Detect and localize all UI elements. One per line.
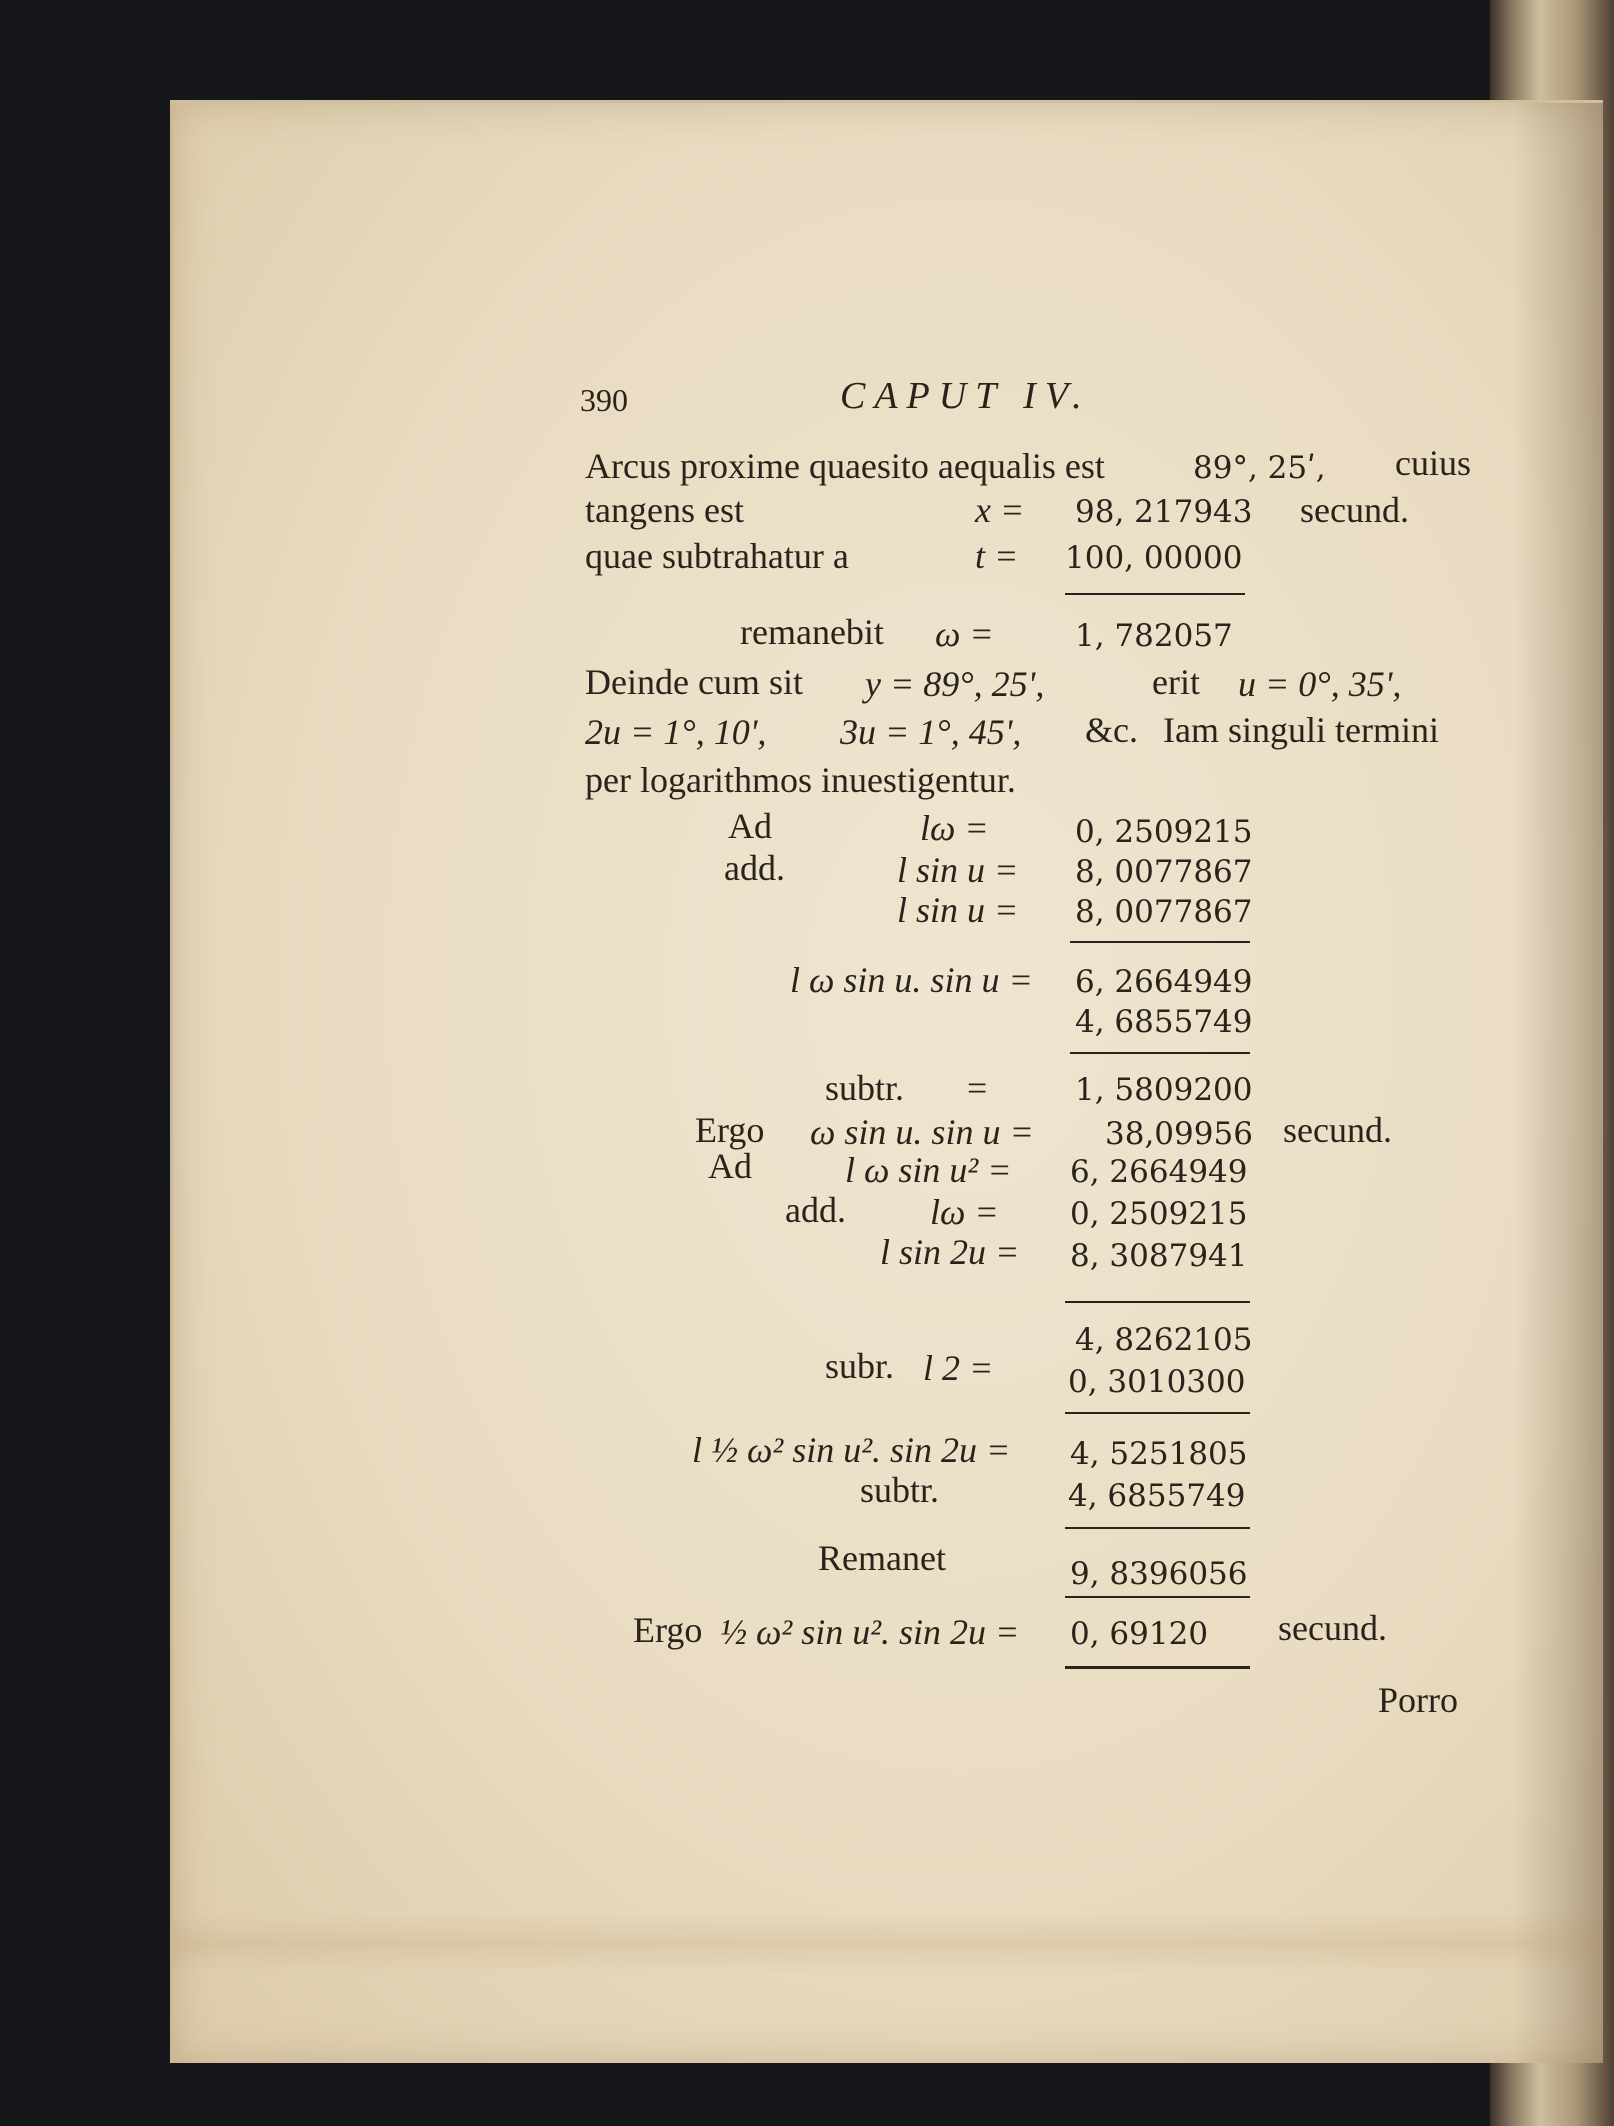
paragraph-line2-c: &c. bbox=[1085, 710, 1138, 750]
paragraph-line1-a: Deinde cum sit bbox=[585, 662, 803, 702]
calc-label: Ergo bbox=[633, 1610, 703, 1650]
catchword: Porro bbox=[1378, 1680, 1458, 1720]
intro-line3-symbol: t = bbox=[975, 536, 1019, 576]
calc-expression: lω = bbox=[920, 808, 989, 848]
calc-expression: lω = bbox=[930, 1192, 999, 1232]
calc-expression: l ω sin u² = bbox=[845, 1150, 1012, 1190]
calc-label: subr. bbox=[825, 1346, 895, 1386]
calc-expression: subtr. bbox=[860, 1470, 940, 1510]
page-gutter-shadow bbox=[1513, 103, 1603, 2063]
calc-expression: ω sin u. sin u = bbox=[810, 1112, 1034, 1152]
calc-expression: ½ ω² sin u². sin 2u = bbox=[720, 1612, 1020, 1652]
calc-expression: l ω sin u. sin u = bbox=[790, 960, 1033, 1000]
calc-value: 4, 5251805 bbox=[1070, 1436, 1248, 1472]
sum-rule bbox=[1065, 593, 1245, 595]
calc-label: Ad bbox=[728, 806, 772, 846]
calc-value: 0, 69120 bbox=[1070, 1616, 1209, 1652]
paragraph-line3: per logarithmos inuestigentur. bbox=[585, 760, 1016, 800]
intro-line1-end: cuius bbox=[1395, 443, 1471, 483]
calc-value: 6, 2664949 bbox=[1075, 964, 1253, 1000]
paragraph-line2-a: 2u = 1°, 10ʹ, bbox=[585, 712, 767, 752]
calc-expression: l sin 2u = bbox=[880, 1232, 1020, 1272]
calc-label: add. bbox=[785, 1190, 846, 1230]
paragraph-line1-c: erit bbox=[1152, 662, 1200, 702]
calc-unit: secund. bbox=[1278, 1608, 1387, 1648]
calc-expression: l 2 = bbox=[923, 1348, 994, 1388]
calc-value: 4, 6855749 bbox=[1075, 1004, 1253, 1040]
calc-label: Remanet bbox=[818, 1538, 946, 1578]
sum-rule bbox=[1065, 1527, 1250, 1529]
calc-value: 9, 8396056 bbox=[1070, 1556, 1248, 1592]
calc-value: 4, 6855749 bbox=[1068, 1478, 1246, 1514]
calc-value: 8, 0077867 bbox=[1075, 854, 1253, 890]
intro-line3-value: 100, 00000 bbox=[1065, 540, 1243, 576]
sum-rule bbox=[1065, 1301, 1250, 1303]
calc-label: add. bbox=[724, 848, 785, 888]
intro-line2-value: 98, 217943 bbox=[1075, 494, 1253, 530]
calc-value: 38,09956 bbox=[1105, 1116, 1253, 1152]
paragraph-line1-b: y = 89°, 25ʹ, bbox=[865, 664, 1045, 704]
intro-line2-symbol: x = bbox=[975, 490, 1025, 530]
sum-rule bbox=[1070, 1052, 1250, 1054]
calc-expression: l ½ ω² sin u². sin 2u = bbox=[692, 1430, 1011, 1470]
intro-line4-symbol: ω = bbox=[935, 614, 994, 654]
calc-value: 8, 3087941 bbox=[1070, 1238, 1248, 1274]
intro-line4-value: 1, 782057 bbox=[1075, 618, 1233, 654]
intro-line1-text: Arcus proxime quaesito aequalis est bbox=[585, 446, 1105, 486]
page-number: 390 bbox=[580, 382, 628, 418]
calc-value: 0, 3010300 bbox=[1068, 1364, 1246, 1400]
intro-line4-text: remanebit bbox=[740, 612, 884, 652]
calc-value: 4, 8262105 bbox=[1075, 1322, 1253, 1358]
sum-rule bbox=[1070, 941, 1250, 943]
paragraph-line2-d: Iam singuli termini bbox=[1163, 710, 1439, 750]
sum-rule bbox=[1065, 1412, 1250, 1414]
paragraph-line1-d: u = 0°, 35ʹ, bbox=[1238, 664, 1402, 704]
calc-expression: subtr. = bbox=[825, 1068, 988, 1108]
calc-expression: l sin u = bbox=[897, 850, 1019, 890]
calc-value: 0, 2509215 bbox=[1075, 814, 1253, 850]
calc-expression: l sin u = bbox=[897, 890, 1019, 930]
intro-line1-value: 89°, 25ʹ, bbox=[1193, 450, 1326, 486]
calc-unit: secund. bbox=[1283, 1110, 1392, 1150]
intro-line3-text: quae subtrahatur a bbox=[585, 536, 849, 576]
calc-label: Ad bbox=[708, 1146, 752, 1186]
sum-rule bbox=[1065, 1596, 1250, 1598]
calc-value: 1, 5809200 bbox=[1075, 1072, 1253, 1108]
calc-value: 6, 2664949 bbox=[1070, 1154, 1248, 1190]
intro-line2-text: tangens est bbox=[585, 490, 744, 530]
paragraph-line2-b: 3u = 1°, 45ʹ, bbox=[840, 712, 1022, 752]
sum-rule bbox=[1065, 1666, 1250, 1669]
calc-label: Ergo bbox=[695, 1110, 765, 1150]
running-head: CAPUT IV. bbox=[840, 375, 1091, 417]
calc-value: 0, 2509215 bbox=[1070, 1196, 1248, 1232]
water-stain bbox=[173, 1913, 1603, 1973]
intro-line2-unit: secund. bbox=[1300, 490, 1409, 530]
calc-value: 8, 0077867 bbox=[1075, 894, 1253, 930]
